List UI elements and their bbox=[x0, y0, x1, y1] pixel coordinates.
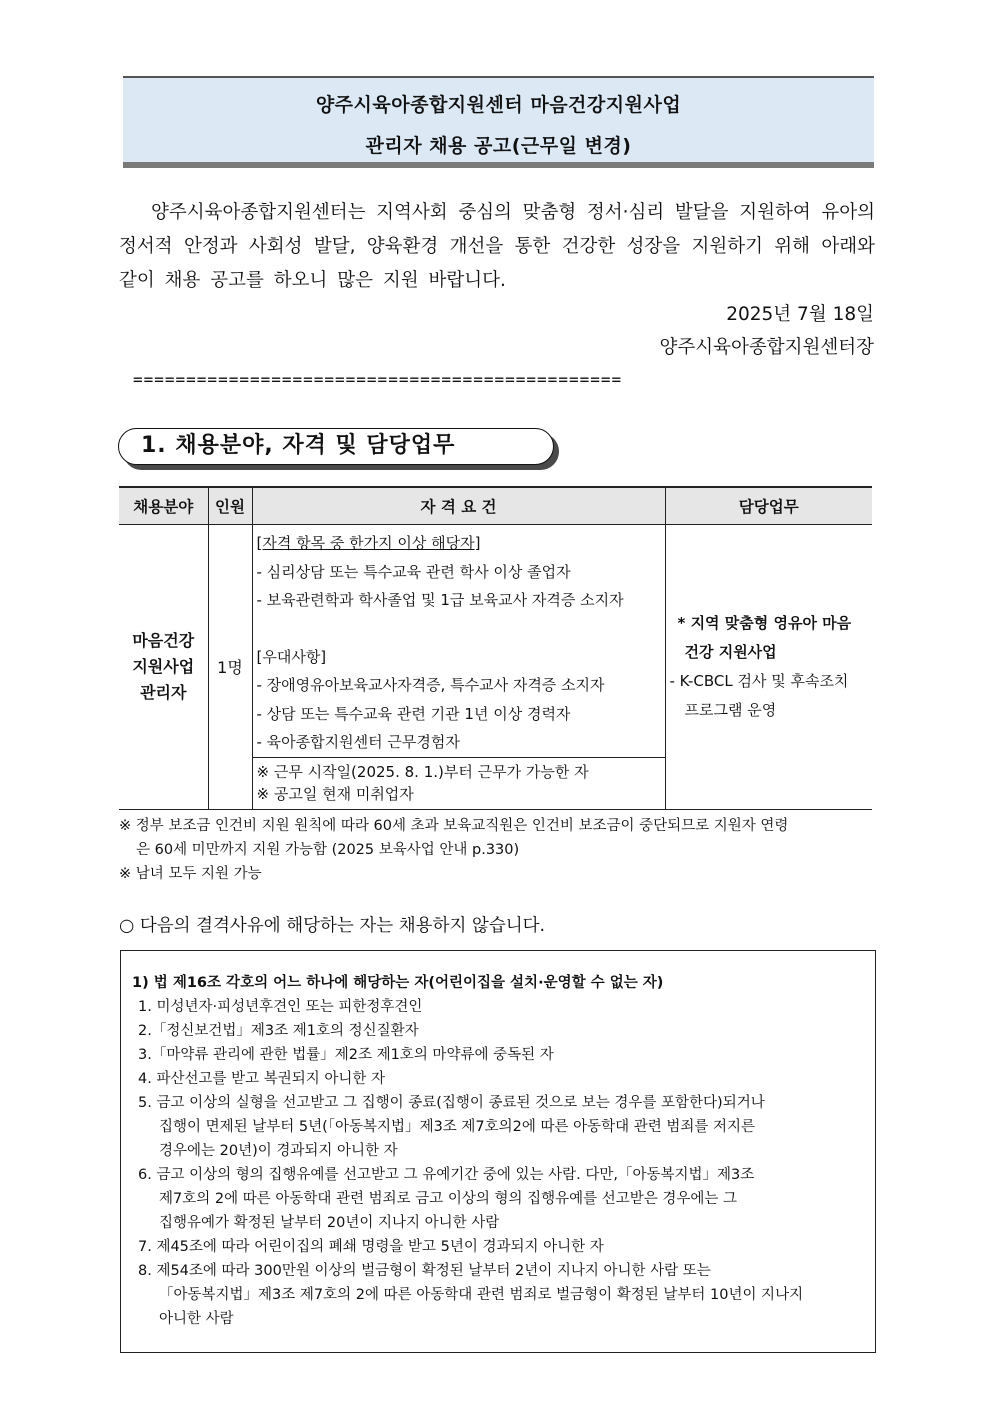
list-item: 5. 금고 이상의 실형을 선고받고 그 집행이 종료(집행이 종료된 것으로 보는 경우를 포함한다)되거나 bbox=[138, 1095, 765, 1111]
separator-line: ============================================== bbox=[133, 370, 623, 389]
field-cell bbox=[119, 525, 208, 810]
pref-item: - 육아종합지원센터 근무경험자 bbox=[256, 733, 460, 751]
list-item-continued: 집행이 면제된 날부터 5년(「아동복지법」제3조 제7호의2에 따른 아동학대 관련 범죄를 저지른 bbox=[159, 1119, 756, 1135]
intro-paragraph bbox=[119, 196, 875, 298]
duty-item-1: - K-CBCL 검사 및 후속조치 bbox=[669, 671, 849, 690]
footnote-age bbox=[119, 814, 875, 862]
list-item: 2.「정신보건법」제3조 제1호의 정신질환자 bbox=[138, 1023, 419, 1039]
list-item-continued: 아니한 사람 bbox=[159, 1311, 234, 1327]
list-item-continued: 경우에는 20년)이 경과되지 아니한 자 bbox=[159, 1143, 398, 1159]
list-item: 1. 미성년자·피성년후견인 또는 피한정후견인 bbox=[138, 999, 423, 1015]
announcement-date: 2025년 7월 18일 bbox=[726, 304, 874, 325]
list-item: 3.「마약류 관리에 관한 법률」제2조 제1호의 마약류에 중독된 자 bbox=[138, 1047, 554, 1063]
list-item-continued: 제7호의 2에 따른 아동학대 관련 범죄로 금고 이상의 형의 집행유예를 선고받은 경우에는 그 bbox=[159, 1191, 738, 1207]
qual-heading: [자격 항목 중 한가지 이상 해당자] bbox=[256, 534, 481, 552]
pref-item: - 장애영유아보육교사자격증, 특수교사 자격증 소지자 bbox=[256, 676, 605, 694]
recruitment-table bbox=[119, 486, 872, 810]
signer: 양주시육아종합지원센터장 bbox=[659, 337, 874, 358]
title-box bbox=[123, 76, 874, 168]
qual-item: - 심리상담 또는 특수교육 관련 학사 이상 졸업자 bbox=[256, 562, 571, 581]
table-header-row bbox=[119, 487, 872, 525]
note-2: ※ 공고일 현재 미취업자 bbox=[256, 785, 414, 803]
footnote-age-line-2: 은 60세 미만까지 지원 가능함 (2025 보육사업 안내 p.330) bbox=[136, 842, 520, 858]
list-item-continued: 집행유예가 확정된 날부터 20년이 지나지 아니한 사람 bbox=[159, 1215, 500, 1231]
header-field: 채용분야 bbox=[119, 487, 208, 525]
disqualification-box bbox=[120, 950, 876, 1353]
field-line-3: 관리자 bbox=[140, 682, 187, 702]
list-item: 4. 파산선고를 받고 복권되지 아니한 자 bbox=[138, 1071, 385, 1087]
pref-item: - 상담 또는 특수교육 관련 기관 1년 이상 경력자 bbox=[256, 704, 571, 723]
field-line-2: 지원사업 bbox=[132, 656, 195, 676]
duty-title-2: 건강 지원사업 bbox=[684, 642, 777, 661]
section-1-title-text: 1. 채용분야, 자격 및 담당업무 bbox=[141, 433, 456, 458]
footnote-gender: ※ 남녀 모두 지원 가능 bbox=[119, 866, 262, 882]
intro-text: 양주시육아종합지원센터는 지역사회 중심의 맞춤형 정서·심리 발달을 지원하여 유아의 정서적 안정과 사회성 발달, 양육환경 개선을 통한 건강한 성장을 지원하기 위해 아래와 같이 채용 공고를 하오니 많은 지원 바랍니다. bbox=[119, 202, 875, 291]
qualifications-cell bbox=[252, 525, 665, 758]
pref-heading: [우대사항] bbox=[256, 647, 327, 666]
header-qualifications: 자 격 요 건 bbox=[252, 487, 665, 525]
list-item: 8. 제54조에 따라 300만원 이상의 벌금형이 확정된 날부터 2년이 지나지 아니한 사람 또는 bbox=[138, 1263, 711, 1279]
footnote-age-line-1: ※ 정부 보조금 인건비 지원 원칙에 따라 60세 초과 보육교직원은 인건비 보조금이 중단되므로 지원자 연령 bbox=[119, 818, 789, 834]
list-item: 6. 금고 이상의 형의 집행유예를 선고받고 그 유예기간 중에 있는 사람. 다만,「아동복지법」제3조 bbox=[138, 1167, 755, 1183]
table-row bbox=[119, 525, 872, 758]
field-line-1: 마음건강 bbox=[132, 630, 195, 650]
notes-cell bbox=[252, 757, 665, 809]
header-count: 인원 bbox=[208, 487, 252, 525]
list-item-continued: 「아동복지법」제3조 제7호의 2에 따른 아동학대 관련 범죄로 벌금형이 확정된 날부터 10년이 지나지 bbox=[159, 1287, 804, 1303]
title-line-1: 양주시육아종합지원센터 마음건강지원사업 bbox=[315, 94, 682, 116]
disq-lead: 1) 법 제16조 각호의 어느 하나에 해당하는 자(어린이집을 설치·운영할 수 없는 자) bbox=[132, 975, 664, 991]
section-1-title bbox=[118, 428, 554, 465]
disqualification-heading: ○ 다음의 결격사유에 해당하는 자는 채용하지 않습니다. bbox=[119, 916, 546, 936]
note-1: ※ 근무 시작일(2025. 8. 1.)부터 근무가 가능한 자 bbox=[256, 763, 589, 781]
list-item: 7. 제45조에 따라 어린이집의 폐쇄 명령을 받고 5년이 경과되지 아니한 자 bbox=[138, 1239, 604, 1255]
duties-cell bbox=[665, 525, 872, 810]
qual-item: - 보육관련학과 학사졸업 및 1급 보육교사 자격증 소지자 bbox=[256, 591, 624, 609]
header-duties: 담당업무 bbox=[665, 487, 872, 525]
spacer bbox=[257, 615, 665, 643]
count-cell: 1명 bbox=[208, 525, 252, 810]
duty-item-2: 프로그램 운영 bbox=[684, 700, 777, 719]
duty-title-1: * 지역 맞춤형 영유아 마음 bbox=[677, 613, 852, 632]
title-line-2: 관리자 채용 공고(근무일 변경) bbox=[365, 135, 632, 157]
